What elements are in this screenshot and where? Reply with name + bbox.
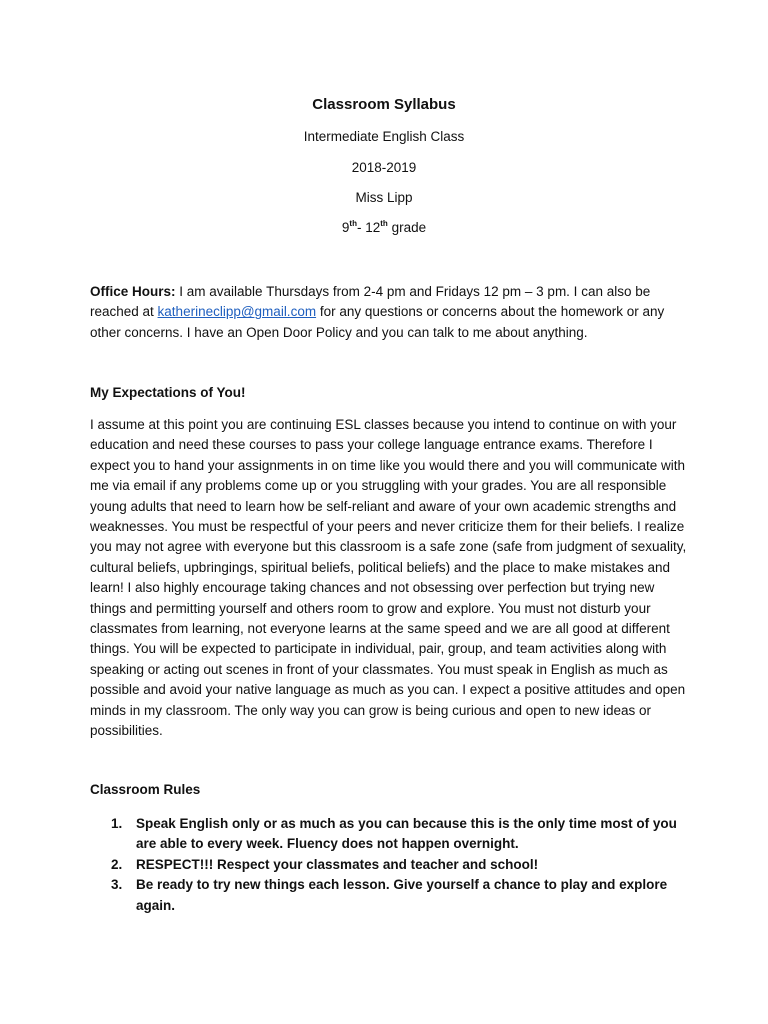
document-title: Classroom Syllabus (312, 96, 456, 113)
teacher-name: Miss Lipp (355, 190, 413, 205)
office-hours-text-1: I am available Thursdays from 2-4 pm and Fridays 12 pm – 3 pm. I can also be reached at (90, 284, 651, 320)
rule-number: 2. (111, 856, 123, 872)
rule-number: 1. (111, 816, 123, 831)
grade-separator: - 12 (356, 220, 381, 235)
rule-text: Be ready to try new things each lesson. Give yourself a chance to play and explore again. (136, 877, 668, 913)
office-hours-label: Office Hours: (90, 284, 176, 299)
school-year: 2018-2019 (351, 160, 417, 175)
rule-text: RESPECT!!! Respect your classmates and teacher and school! (136, 856, 539, 872)
grade-start: 9 (341, 220, 350, 235)
expectations-body: I assume at this point you are continuing ESL classes because you intend to continue on with your education and need these courses to pass your college language entrance exams. Therefore I expect you to hand your assignments in on time like you would there and you will communicate with me via email if any problems come up or you struggling with your grades. You are all responsible young adults that need to learn how be self-reliant and aware of your own academic strengths and weaknesses. You must be respectful of your peers and never criticize them for their beliefs. I realize you may not agree with everyone but this classroom is a safe zone (safe from judgment of sexuality, cultural beliefs, upbringings, spiritual beliefs, political beliefs) and the place to make mistakes and learn! I also highly encourage taking chances and not obsessing over perfection but trying new things and permitting yourself and others room to grow and explore. You must not disturb your classmates from learning, not everyone learns at the same speed and we are all good at different things. You will be expected to participate in individual, pair, group, and team activities along with speaking or acting out scenes in front of your classmates. You must speak in English as much as possible and avoid your native language as much as you can. I expect a positive attitudes and open minds in my classroom. The only way you can grow is being curious and open to new ideas or possibilities. (90, 417, 687, 739)
rules-heading: Classroom Rules (90, 782, 201, 797)
grade-start-suffix: th (349, 219, 357, 228)
rule-text: Speak English only or as much as you can because this is the only time most of you are able to every week. Fluency does not happen overnight. (136, 816, 677, 852)
list-item (90, 814, 690, 855)
grade-end-suffix: th (380, 219, 388, 228)
office-hours-paragraph (90, 282, 690, 343)
expectations-heading: My Expectations of You! (90, 385, 246, 400)
grade-range (0, 220, 768, 235)
rules-list (90, 814, 690, 916)
course-name: Intermediate English Class (303, 129, 465, 144)
list-item (90, 855, 690, 875)
email-link[interactable]: katherineclipp@gmail.com (157, 304, 317, 320)
grade-label: grade (387, 220, 427, 235)
list-item (90, 875, 690, 916)
office-hours-text-2: for any questions or concerns about the homework or any other concerns. I have an Open Door Policy and you can talk to me about anything. (90, 304, 665, 340)
rule-number: 3. (111, 877, 123, 893)
